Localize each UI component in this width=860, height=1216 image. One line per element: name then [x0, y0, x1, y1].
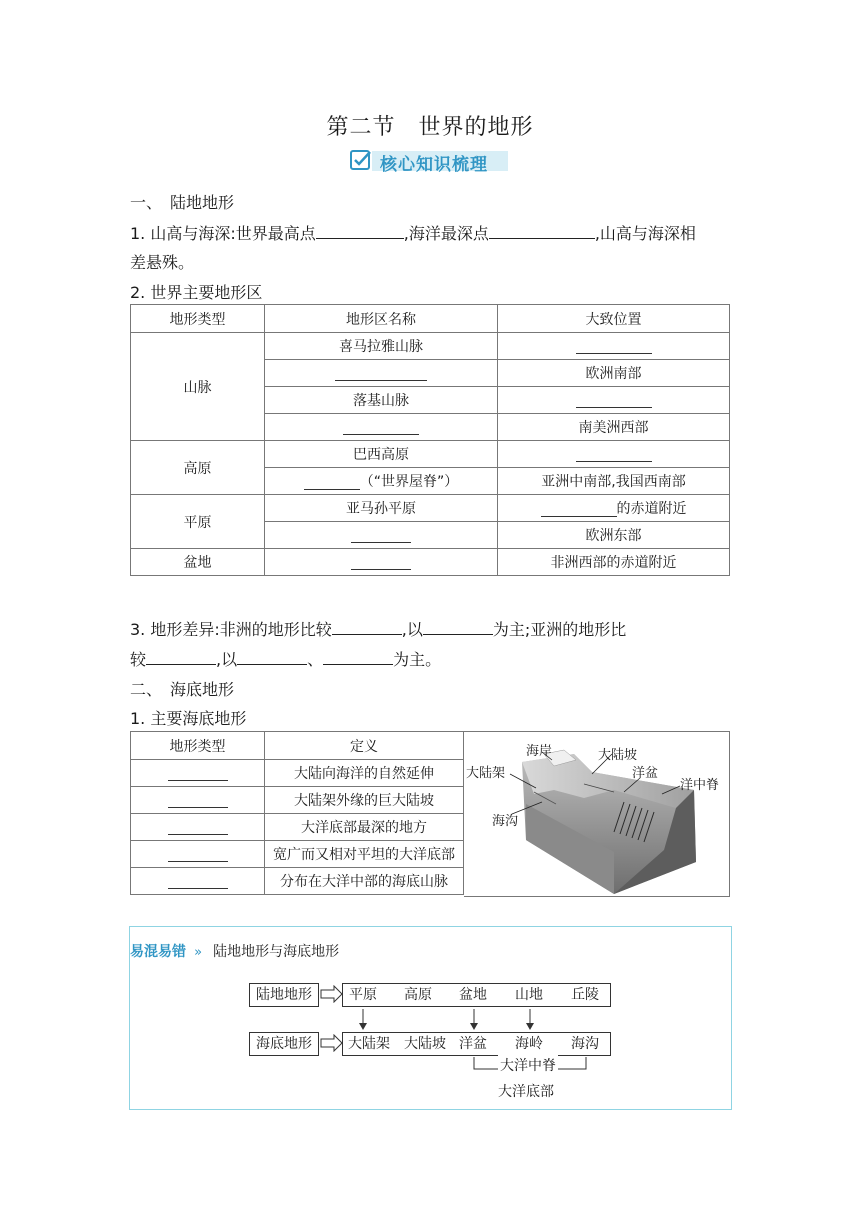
location-cell: 欧洲南部	[498, 360, 730, 387]
land-item: 平原	[349, 987, 377, 1003]
land-item: 山地	[515, 987, 543, 1003]
location-blank-cell[interactable]	[498, 441, 730, 468]
double-chevron-icon: »	[194, 945, 203, 960]
mapping-arrows	[350, 1007, 550, 1031]
tip-header	[130, 941, 339, 961]
definition-cell: 分布在大洋中部的海底山脉	[265, 868, 464, 895]
name-blank-cell[interactable]	[265, 414, 498, 441]
hollow-arrow-icon	[320, 1034, 344, 1052]
name-cell: 落基山脉	[265, 387, 498, 414]
sea-item: 洋盆	[459, 1036, 487, 1052]
land-label-box: 陆地地形	[249, 983, 319, 1007]
definition-cell: 大洋底部最深的地方	[265, 814, 464, 841]
bracket-mid-label: 大洋中脊	[498, 1055, 558, 1075]
land-item: 盆地	[459, 987, 487, 1003]
paragraph-continuation: 差悬殊。	[130, 253, 195, 272]
subheading-seafloor-landforms: 1. 主要海底地形	[130, 709, 247, 728]
name-cell: 亚马孙平原	[265, 495, 498, 522]
blank-asia-terrain[interactable]	[146, 650, 216, 665]
blank-africa-main[interactable]	[423, 620, 493, 635]
sea-item: 海岭	[515, 1036, 543, 1052]
section-heading-seafloor: 二、 海底地形	[130, 680, 235, 699]
type-blank-cell[interactable]	[131, 868, 265, 895]
seafloor-table	[130, 731, 464, 895]
name-cell: 巴西高原	[265, 441, 498, 468]
location-cell: 南美洲西部	[498, 414, 730, 441]
figure-label: 海沟	[492, 814, 519, 829]
landform-regions-table	[130, 304, 730, 576]
name-blank-cell[interactable]	[265, 549, 498, 576]
land-item: 高原	[404, 987, 432, 1003]
table-header: 地形类型	[131, 305, 265, 333]
table-header: 大致位置	[498, 305, 730, 333]
table-header: 定义	[265, 732, 464, 760]
land-items-box	[342, 983, 611, 1007]
location-cell: 非洲西部的赤道附近	[498, 549, 730, 576]
check-icon	[350, 149, 372, 171]
type-cell: 山脉	[131, 333, 265, 441]
name-blank-cell[interactable]	[265, 360, 498, 387]
type-blank-cell[interactable]	[131, 760, 265, 787]
figure-label: 洋中脊	[680, 778, 720, 793]
type-blank-cell[interactable]	[131, 841, 265, 868]
figure-label: 大陆坡	[598, 748, 638, 763]
name-blank-cell[interactable]	[265, 522, 498, 549]
sea-item: 大陆坡	[404, 1036, 446, 1052]
definition-cell: 大陆向海洋的自然延伸	[265, 760, 464, 787]
badge-label: 核心知识梳理	[380, 155, 488, 175]
type-blank-cell[interactable]	[131, 814, 265, 841]
blank-asia-main-2[interactable]	[323, 650, 393, 665]
type-cell: 平原	[131, 495, 265, 549]
tip-tag: 易混易错	[130, 944, 186, 960]
sea-item: 大陆架	[348, 1036, 390, 1052]
sea-item: 海沟	[571, 1036, 599, 1052]
blank-africa-terrain[interactable]	[332, 620, 402, 635]
definition-cell: 大陆架外缘的巨大陆坡	[265, 787, 464, 814]
subheading-landform-regions: 2. 世界主要地形区	[130, 283, 263, 302]
type-cell: 盆地	[131, 549, 265, 576]
location-cell: 欧洲东部	[498, 522, 730, 549]
type-cell: 高原	[131, 441, 265, 495]
page-title: 第二节 世界的地形	[326, 115, 534, 140]
type-blank-cell[interactable]	[131, 787, 265, 814]
blank-deepest-point[interactable]	[489, 224, 595, 239]
figure-label: 海岸	[526, 744, 553, 759]
definition-cell: 宽广而又相对平坦的大洋底部	[265, 841, 464, 868]
location-cell: 亚洲中南部,我国西南部	[498, 468, 730, 495]
name-cell-with-blank[interactable]: （“世界屋脊”）	[265, 468, 498, 495]
paragraph-terrain-difference: 3. 地形差异:非洲的地形比较 ,以 为主;亚洲的地形比	[130, 620, 627, 639]
table-header: 地形区名称	[265, 305, 498, 333]
tip-title: 陆地地形与海底地形	[213, 944, 340, 960]
name-cell: 喜马拉雅山脉	[265, 333, 498, 360]
tip-box	[129, 926, 732, 1110]
sea-items-box	[342, 1032, 611, 1056]
location-blank-cell[interactable]	[498, 387, 730, 414]
paragraph-terrain-difference-2: 较 ,以 、 为主。	[130, 650, 442, 669]
land-item: 丘陵	[571, 987, 599, 1003]
blank-highest-point[interactable]	[316, 224, 404, 239]
location-blank-cell[interactable]	[498, 333, 730, 360]
figure-label: 洋盆	[632, 766, 659, 781]
section-badge	[350, 148, 508, 174]
seafloor-figure	[464, 731, 730, 897]
location-cell-with-blank[interactable]: 的赤道附近	[498, 495, 730, 522]
figure-label: 大陆架	[466, 766, 506, 781]
blank-asia-main-1[interactable]	[237, 650, 307, 665]
bracket-bottom-label: 大洋底部	[498, 1084, 554, 1100]
sea-label-box: 海底地形	[249, 1032, 319, 1056]
hollow-arrow-icon	[320, 985, 344, 1003]
table-header: 地形类型	[131, 732, 265, 760]
section-heading-land: 一、 陆地地形	[130, 193, 235, 212]
paragraph-height-depth: 1. 山高与海深:世界最高点 ,海洋最深点 ,山高与海深相	[130, 224, 696, 243]
